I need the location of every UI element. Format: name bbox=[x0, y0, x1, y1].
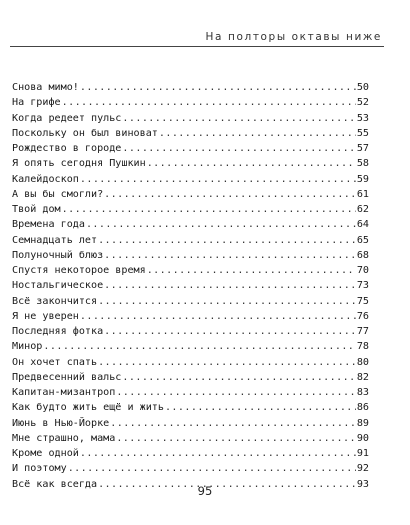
header-rule bbox=[10, 46, 384, 47]
toc-dot-leader bbox=[98, 233, 356, 248]
toc-entry bbox=[12, 309, 369, 324]
toc-entry bbox=[12, 324, 369, 339]
toc-entry-title: Минор bbox=[12, 341, 43, 353]
toc-entry-page: 55 bbox=[356, 127, 369, 139]
toc-entry bbox=[12, 400, 369, 415]
toc-entry-title: Я опять сегодня Пушкин bbox=[12, 158, 146, 170]
toc-entry bbox=[12, 217, 369, 232]
toc-entry-title: Времена года bbox=[12, 219, 85, 231]
running-header bbox=[0, 0, 410, 47]
toc-entry-title: Как будто жить ещё и жить bbox=[12, 402, 164, 414]
toc-entry-page: 62 bbox=[356, 204, 369, 215]
toc-dot-leader bbox=[98, 294, 356, 309]
toc-entry-title: Ностальгическое bbox=[12, 280, 104, 292]
toc-entry bbox=[12, 156, 369, 171]
toc-entry-page: 57 bbox=[356, 143, 369, 154]
toc-entry-title: Спустя некоторое время bbox=[12, 265, 146, 276]
toc-dot-leader bbox=[116, 385, 356, 400]
toc-dot-leader bbox=[43, 339, 355, 354]
toc-entry-title: Снова мимо! bbox=[12, 82, 79, 93]
table-of-contents bbox=[12, 80, 369, 492]
toc-entry-page: 91 bbox=[356, 448, 369, 459]
toc-entry bbox=[12, 339, 369, 354]
toc-dot-leader bbox=[62, 202, 356, 217]
toc-entry-title: Рождество в городе bbox=[12, 143, 122, 154]
toc-entry bbox=[12, 416, 369, 431]
toc-entry bbox=[12, 385, 369, 400]
toc-entry-page: 93 bbox=[356, 478, 369, 490]
toc-entry-title: Он хочет спать bbox=[12, 356, 98, 368]
toc-entry-title: Предвесенний вальс bbox=[12, 371, 122, 383]
toc-entry bbox=[12, 233, 369, 248]
toc-entry-title: Я не уверен bbox=[12, 310, 79, 322]
toc-entry-page: 52 bbox=[356, 97, 369, 109]
toc-entry bbox=[12, 202, 369, 217]
toc-dot-leader bbox=[104, 324, 356, 339]
toc-entry bbox=[12, 446, 369, 461]
toc-entry-page: 61 bbox=[356, 188, 369, 200]
toc-entry bbox=[12, 95, 369, 110]
toc-entry-page: 75 bbox=[356, 295, 369, 307]
toc-dot-leader bbox=[110, 416, 356, 431]
toc-entry-page: 78 bbox=[356, 341, 369, 353]
toc-entry-page: 77 bbox=[356, 326, 369, 337]
toc-dot-leader bbox=[80, 80, 356, 95]
toc-entry-page: 80 bbox=[356, 356, 369, 368]
toc-entry-title: Твой дом bbox=[12, 204, 61, 215]
toc-entry-title: Всё как всегда bbox=[12, 478, 98, 490]
toc-entry bbox=[12, 141, 369, 156]
toc-entry-title: Семнадцать лет bbox=[12, 234, 98, 246]
toc-entry-title: Поскольку он был виноват bbox=[12, 127, 158, 139]
toc-entry bbox=[12, 248, 369, 263]
toc-dot-leader bbox=[80, 172, 356, 187]
toc-dot-leader bbox=[86, 217, 356, 232]
toc-entry-page: 68 bbox=[356, 249, 369, 261]
toc-entry-title: Июнь в Нью-Йорке bbox=[12, 417, 110, 429]
toc-entry-page: 58 bbox=[356, 158, 369, 170]
toc-dot-leader bbox=[159, 126, 356, 141]
toc-dot-leader bbox=[122, 111, 355, 126]
running-title: На полторы октавы ниже bbox=[205, 31, 382, 43]
toc-dot-leader bbox=[62, 95, 356, 110]
toc-entry bbox=[12, 172, 369, 187]
toc-dot-leader bbox=[80, 309, 356, 324]
toc-entry-page: 64 bbox=[356, 219, 369, 231]
toc-entry-page: 89 bbox=[356, 417, 369, 429]
toc-entry-page: 50 bbox=[356, 82, 369, 93]
toc-entry bbox=[12, 431, 369, 446]
toc-entry-page: 65 bbox=[356, 234, 369, 246]
toc-entry-page: 92 bbox=[356, 463, 369, 475]
toc-dot-leader bbox=[104, 278, 356, 293]
toc-dot-leader bbox=[122, 141, 355, 156]
toc-dot-leader bbox=[147, 263, 356, 278]
toc-dot-leader bbox=[68, 461, 356, 476]
toc-entry bbox=[12, 111, 369, 126]
toc-entry-page: 73 bbox=[356, 280, 369, 292]
toc-entry-page: 82 bbox=[356, 371, 369, 383]
toc-entry-page: 59 bbox=[356, 173, 369, 185]
toc-entry-title: Кроме одной bbox=[12, 448, 79, 459]
toc-entry bbox=[12, 370, 369, 385]
toc-entry-title: На грифе bbox=[12, 97, 61, 109]
toc-entry-page: 70 bbox=[356, 265, 369, 276]
toc-entry-page: 76 bbox=[356, 310, 369, 322]
toc-entry-page: 90 bbox=[356, 432, 369, 444]
toc-entry-title: Калейдоскоп bbox=[12, 173, 79, 185]
toc-dot-leader bbox=[116, 431, 356, 446]
toc-entry-title: Мне страшно, мама bbox=[12, 432, 116, 444]
toc-entry-title: Полуночный блюз bbox=[12, 249, 104, 261]
toc-entry bbox=[12, 187, 369, 202]
toc-entry bbox=[12, 294, 369, 309]
toc-entry-page: 53 bbox=[356, 112, 369, 124]
toc-entry-page: 83 bbox=[356, 387, 369, 398]
toc-entry-title: Последняя фотка bbox=[12, 326, 104, 337]
toc-entry-title: Капитан-мизантроп bbox=[12, 387, 116, 398]
toc-entry bbox=[12, 461, 369, 476]
toc-dot-leader bbox=[104, 248, 356, 263]
toc-entry-title: Когда редеет пульс bbox=[12, 112, 122, 124]
toc-dot-leader bbox=[98, 355, 356, 370]
toc-entry bbox=[12, 263, 369, 278]
toc-dot-leader bbox=[104, 187, 356, 202]
toc-entry-title: А вы бы смогли? bbox=[12, 188, 104, 200]
toc-entry-title: И поэтому bbox=[12, 463, 67, 475]
toc-entry-page: 86 bbox=[356, 402, 369, 414]
toc-dot-leader bbox=[80, 446, 356, 461]
page-number: 95 bbox=[197, 484, 213, 498]
toc-dot-leader bbox=[165, 400, 356, 415]
toc-dot-leader bbox=[147, 156, 356, 171]
toc-entry-title: Всё закончится bbox=[12, 295, 98, 307]
toc-entry bbox=[12, 126, 369, 141]
toc-entry bbox=[12, 278, 369, 293]
toc-dot-leader bbox=[122, 370, 355, 385]
toc-entry bbox=[12, 80, 369, 95]
toc-entry bbox=[12, 355, 369, 370]
